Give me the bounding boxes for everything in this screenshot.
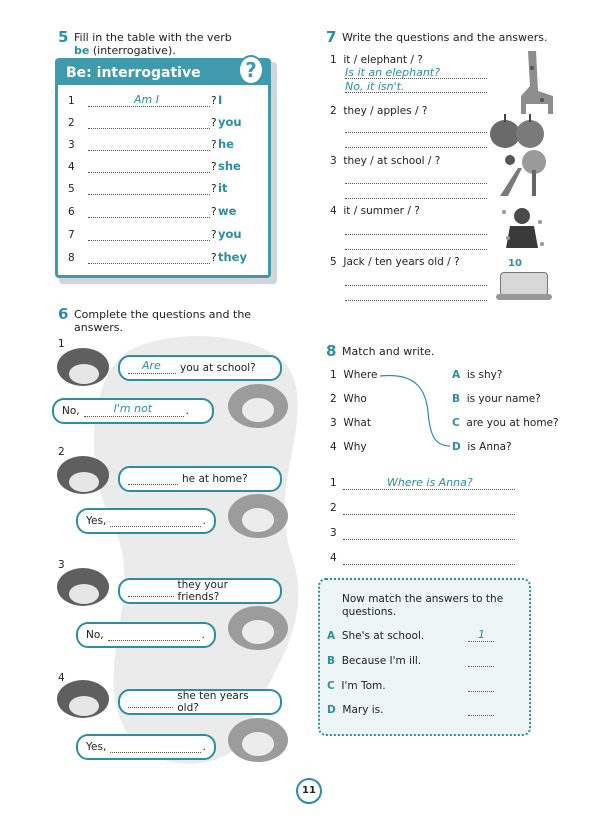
pronoun: they — [218, 250, 247, 264]
answer-line[interactable] — [345, 121, 487, 133]
question-mark: ? — [211, 161, 217, 173]
item-text: I'm Tom. — [341, 680, 386, 692]
match-left-item[interactable] — [330, 417, 371, 429]
question-fill: Are — [142, 359, 161, 372]
ex7-item — [330, 54, 423, 66]
answer-line[interactable] — [88, 162, 210, 173]
row-number: 4 — [68, 161, 75, 173]
answer-text: Am I — [134, 93, 159, 106]
answer-bubble: Yes, . — [76, 734, 216, 760]
ex6-item-number: 2 — [58, 446, 65, 458]
match-right-item[interactable] — [452, 441, 512, 453]
answer-line[interactable] — [88, 118, 210, 129]
question-mark: ? — [211, 139, 217, 151]
answer-blank[interactable] — [84, 402, 184, 417]
match-right-item[interactable] — [452, 417, 559, 429]
table-row — [68, 226, 248, 246]
item-word: Why — [343, 441, 367, 453]
row-number: 8 — [68, 252, 75, 264]
write-row-number: 3 — [330, 527, 337, 539]
write-row-number: 1 — [330, 477, 337, 489]
table-row — [68, 158, 248, 178]
winter-child-icon — [498, 204, 546, 254]
boy-avatar — [57, 348, 109, 386]
write-row-number: 4 — [330, 552, 337, 564]
page-number: 11 — [296, 778, 322, 804]
match-box-answer: 1 — [478, 628, 485, 641]
match-connector-line — [378, 372, 454, 452]
item-text: Mary is. — [342, 704, 384, 716]
answer-bubble: No, I'm not . — [52, 398, 214, 424]
item-number: 4 — [330, 205, 337, 217]
item-number: 3 — [330, 417, 337, 429]
match-box-blank[interactable] — [468, 630, 494, 642]
answer-text: Is it an elephant? — [345, 66, 440, 79]
question-mark: ? — [211, 206, 217, 218]
boy-avatar — [57, 680, 109, 718]
item-text: are you at home? — [466, 417, 559, 429]
write-line[interactable] — [343, 478, 515, 490]
answer-prefix: Yes, — [86, 741, 107, 753]
question-bubble — [118, 689, 282, 715]
question-blank[interactable] — [128, 473, 178, 485]
answer-prefix: No, — [62, 405, 80, 417]
row-number: 2 — [68, 117, 75, 129]
match-box-blank[interactable] — [468, 704, 494, 716]
pronoun: you — [218, 115, 242, 129]
table-row — [68, 249, 248, 269]
answer-blank[interactable] — [110, 515, 200, 527]
item-letter: C — [452, 417, 460, 429]
match-left-item[interactable] — [330, 441, 367, 453]
girl-avatar — [228, 718, 288, 762]
match-box-item — [327, 704, 384, 716]
answer-line[interactable] — [345, 223, 487, 235]
answer-blank[interactable] — [108, 629, 200, 641]
match-box-item — [327, 655, 421, 667]
item-prompt: Jack / ten years old / ? — [343, 256, 460, 268]
answer-line[interactable] — [345, 81, 487, 93]
match-box-blank[interactable] — [468, 655, 494, 667]
answer-line[interactable] — [345, 274, 487, 286]
apples-icon — [488, 110, 548, 150]
answer-prefix: No, — [86, 629, 104, 641]
item-prompt: they / at school / ? — [343, 155, 441, 167]
school-playground-icon — [496, 148, 550, 200]
question-mark: ? — [211, 252, 217, 264]
answer-line[interactable] — [345, 187, 487, 199]
question-blank[interactable] — [128, 359, 176, 374]
answer-line[interactable] — [345, 238, 487, 250]
item-letter: C — [327, 680, 335, 692]
table-row — [68, 92, 248, 112]
item-number: 3 — [330, 155, 337, 167]
question-bubble — [118, 578, 282, 604]
question-mark: ? — [211, 229, 217, 241]
ex6-item-number: 3 — [58, 559, 65, 571]
ex5-number: 5 — [58, 28, 69, 46]
giraffe-icon — [508, 46, 558, 116]
write-line[interactable] — [343, 503, 515, 515]
row-number: 1 — [68, 95, 75, 107]
item-number: 1 — [330, 54, 337, 66]
write-answer: Where is Anna? — [387, 476, 473, 489]
item-number: 1 — [330, 369, 337, 381]
item-word: Who — [343, 393, 367, 405]
table-row — [68, 136, 248, 156]
pronoun: you — [218, 227, 242, 241]
table-row — [68, 203, 248, 223]
question-text: you at school? — [180, 362, 256, 374]
ex6-title: Complete the questions and the answers. — [74, 308, 252, 334]
pronoun: it — [218, 181, 228, 195]
item-number: 2 — [330, 105, 337, 117]
write-row-number: 2 — [330, 502, 337, 514]
cake-number: 10 — [508, 258, 522, 269]
match-right-item[interactable] — [452, 369, 502, 381]
match-right-item[interactable] — [452, 393, 541, 405]
answer-line[interactable] — [345, 172, 487, 184]
ex6-item-number: 4 — [58, 672, 65, 684]
ex7-item — [330, 205, 420, 217]
girl-avatar — [228, 384, 288, 428]
boy-avatar — [57, 456, 109, 494]
write-line[interactable] — [343, 528, 515, 540]
answer-bubble: Yes, . — [76, 508, 216, 534]
question-mark: ? — [211, 183, 217, 195]
table-title: Be: interrogative — [66, 65, 201, 81]
answer-blank[interactable] — [110, 741, 200, 753]
row-number: 6 — [68, 206, 75, 218]
question-blank[interactable] — [128, 585, 174, 597]
item-number: 4 — [330, 441, 337, 453]
ex8-number: 8 — [326, 342, 337, 360]
item-word: What — [343, 417, 371, 429]
question-bubble — [118, 355, 282, 381]
answer-line[interactable] — [88, 230, 210, 241]
write-line[interactable] — [343, 553, 515, 565]
item-text: is Anna? — [467, 441, 512, 453]
question-mark: ? — [211, 117, 217, 129]
question-text: she ten years old? — [177, 690, 249, 714]
ex5-instruction — [74, 31, 254, 57]
question-mark-icon: ? — [238, 55, 264, 85]
table-row — [68, 114, 248, 134]
question-blank[interactable] — [128, 696, 173, 708]
question-bubble — [118, 466, 282, 492]
ex7-title: Write the questions and the answers. — [342, 31, 548, 44]
item-text: is shy? — [466, 369, 503, 381]
answer-fill: I'm not — [113, 402, 153, 415]
answer-line[interactable] — [88, 93, 210, 107]
girl-avatar — [228, 606, 288, 650]
table-row — [68, 180, 248, 200]
row-number: 7 — [68, 229, 75, 241]
question-text: he at home? — [182, 473, 248, 485]
answer-text: No, it isn't. — [345, 80, 405, 93]
match-box-item — [327, 680, 386, 692]
question-mark: ? — [211, 95, 217, 107]
item-number: 2 — [330, 393, 337, 405]
ex5-verb-note: (interrogative). — [92, 44, 176, 57]
row-number: 3 — [68, 139, 75, 151]
match-left-item[interactable] — [330, 369, 377, 381]
item-letter: B — [327, 655, 336, 667]
item-word: Where — [343, 369, 378, 381]
boy-avatar — [57, 568, 109, 606]
ex8-title: Match and write. — [342, 345, 435, 358]
ex7-number: 7 — [326, 28, 337, 46]
item-letter: D — [452, 441, 461, 453]
girl-avatar — [228, 494, 288, 538]
question-text: they your friends? — [177, 579, 228, 603]
item-text: She's at school. — [341, 630, 425, 642]
match-box-title: Now match the answers to the questions. — [342, 593, 504, 618]
item-letter: A — [452, 369, 461, 381]
pronoun: she — [218, 159, 241, 173]
answer-line[interactable] — [345, 289, 487, 301]
item-letter: D — [327, 704, 336, 716]
item-text: is your name? — [466, 393, 541, 405]
ex7-item — [330, 155, 440, 167]
ex6-item-number: 1 — [58, 338, 65, 350]
pronoun: he — [218, 137, 234, 151]
ex7-item — [330, 105, 427, 117]
item-prompt: it / summer / ? — [343, 205, 420, 217]
pronoun: I — [218, 93, 223, 107]
item-text: Because I'm ill. — [341, 655, 422, 667]
match-box-blank[interactable] — [468, 680, 494, 692]
item-letter: A — [327, 630, 336, 642]
answer-line[interactable] — [88, 207, 210, 218]
answer-line[interactable] — [88, 253, 210, 264]
item-number: 5 — [330, 256, 337, 268]
birthday-cake-icon — [494, 258, 554, 304]
answer-line[interactable] — [345, 136, 487, 148]
answer-line[interactable] — [88, 184, 210, 195]
ex5-verb: be — [74, 44, 90, 57]
match-box-item — [327, 630, 424, 642]
item-letter: B — [452, 393, 461, 405]
ex7-item — [330, 256, 460, 268]
pronoun: we — [218, 204, 237, 218]
item-prompt: it / elephant / ? — [343, 54, 423, 66]
item-prompt: they / apples / ? — [343, 105, 428, 117]
ex6-number: 6 — [58, 305, 69, 323]
answer-line[interactable] — [88, 140, 210, 151]
answer-prefix: Yes, — [86, 515, 107, 527]
answer-line[interactable] — [345, 67, 487, 79]
ex5-title: Fill in the table with the verb — [74, 31, 232, 44]
answer-bubble: No, . — [76, 622, 216, 648]
row-number: 5 — [68, 183, 75, 195]
match-left-item[interactable] — [330, 393, 367, 405]
